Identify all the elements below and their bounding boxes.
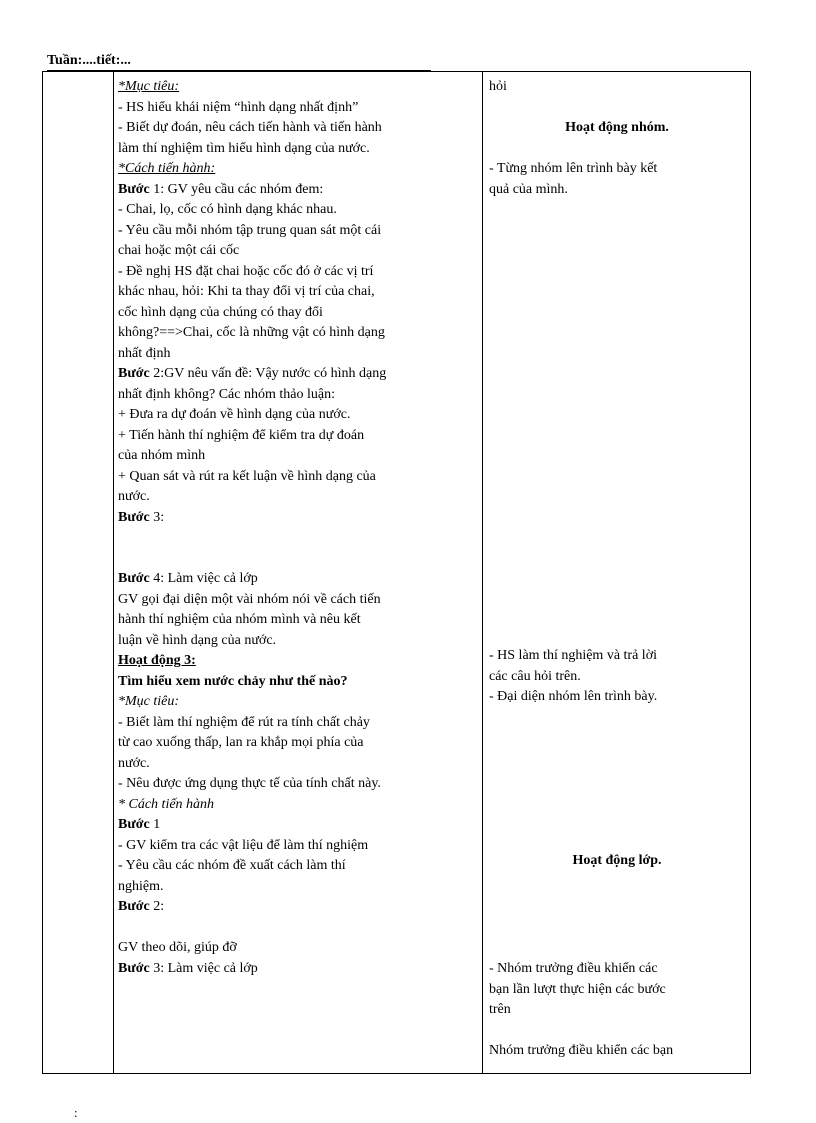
blank-line	[118, 549, 478, 570]
text-line: - Biết dự đoán, nêu cách tiến hành và tiến hành	[118, 120, 382, 135]
step-label: Bước	[118, 899, 150, 914]
column-divider-1	[113, 72, 114, 1073]
student-activities-block-2	[489, 646, 745, 708]
step-line	[118, 364, 478, 385]
step-label: Bước	[118, 960, 150, 976]
teacher-activities-column	[118, 77, 478, 979]
text-line: - Từng nhóm lên trình bày kết	[489, 161, 658, 176]
text-line: từ cao xuống thấp, lan ra khắp mọi phía của	[118, 735, 364, 750]
text-line: các câu hỏi trên.	[489, 668, 581, 684]
text-line: hành thí nghiệm của nhóm mình và nêu kết	[118, 612, 361, 627]
student-activities-block-3	[489, 851, 745, 872]
step-line	[118, 959, 478, 980]
procedure-label: *Cách tiến hành:	[118, 161, 216, 176]
procedure-label: * Cách tiến hành	[118, 796, 215, 812]
blank-line	[489, 1021, 745, 1042]
student-activities-block-1	[489, 77, 745, 200]
text-line: - Đại diện nhóm lên trình bày.	[489, 689, 658, 704]
step-label: Bước	[118, 366, 150, 381]
text-line: - Chai, lọ, cốc có hình dạng khác nhau.	[118, 202, 337, 217]
step-label: Bước	[118, 181, 150, 197]
text-line: quả của mình.	[489, 181, 568, 197]
text-line: của nhóm mình	[118, 448, 206, 463]
text-line: - GV kiểm tra các vật liệu để làm thí nghiệm	[118, 837, 369, 853]
text-line: - HS hiểu khái niệm “hình dạng nhất định”	[118, 99, 359, 115]
step-label: Bước	[118, 509, 150, 525]
text-line: - Yêu cầu mỗi nhóm tập trung quan sát một cái	[118, 222, 382, 238]
step-line	[118, 815, 478, 836]
text-line: luận về hình dạng của nước.	[118, 632, 277, 648]
text-line: nhất định không? Các nhóm thảo luận:	[118, 386, 335, 402]
step-text: 3:	[149, 509, 165, 525]
step-line	[118, 180, 478, 201]
text-line: - HS làm thí nghiệm và trả lời	[489, 648, 657, 663]
text-line: không?==>Chai, cốc là những vật có hình dạng	[118, 325, 385, 340]
text-line: trên	[489, 1002, 511, 1017]
group-activity-heading: Hoạt động nhóm.	[565, 120, 669, 135]
page-header: Tuần:....tiết:...	[47, 52, 431, 71]
text-line: + Đưa ra dự đoán về hình dạng của nước.	[118, 407, 351, 422]
blank-line	[489, 139, 745, 160]
text-line: nước.	[118, 755, 150, 771]
text-line: khác nhau, hỏi: Khi ta thay đổi vị trí của chai,	[118, 284, 375, 299]
objective-label: *Mục tiêu:	[118, 694, 180, 709]
step-text: 1: GV yêu cầu các nhóm đem:	[149, 181, 324, 197]
text-line: nước.	[118, 489, 150, 504]
text-line: - Yêu cầu các nhóm đề xuất cách làm thí	[118, 858, 346, 873]
step-text: 1	[149, 817, 161, 832]
text-line: nhất định	[118, 345, 171, 361]
activity-3-title: Tìm hiểu xem nước chảy như thế nào?	[118, 673, 348, 689]
text-line: - Nêu được ứng dụng thực tế của tính chất này.	[118, 776, 381, 791]
text-line: - Nhóm trưởng điều khiển các	[489, 961, 658, 976]
text-line: cốc hình dạng của chúng có thay đổi	[118, 304, 323, 320]
student-activities-block-4	[489, 959, 745, 1062]
text-line: + Quan sát và rút ra kết luận về hình dạng của	[118, 468, 376, 484]
step-line	[118, 569, 478, 590]
text-line: - Đề nghị HS đặt chai hoặc cốc đó ở các vị trí	[118, 263, 374, 279]
step-line	[118, 508, 478, 529]
column-divider-2	[482, 72, 483, 1073]
blank-line	[489, 98, 745, 119]
footer-mark: :	[74, 1105, 78, 1120]
text-line: GV gọi đại diện một vài nhóm nói về cách tiến	[118, 591, 381, 607]
step-label: Bước	[118, 817, 150, 832]
lesson-table	[42, 71, 751, 1074]
text-line: nghiệm.	[118, 878, 164, 894]
text-line: làm thí nghiệm tìm hiểu hình dạng của nước.	[118, 140, 370, 156]
text-line: + Tiến hành thí nghiệm để kiểm tra dự đoán	[118, 427, 365, 443]
step-label: Bước	[118, 571, 150, 586]
blank-line	[118, 528, 478, 549]
objective-label: *Mục tiêu:	[118, 79, 180, 94]
blank-line	[118, 918, 478, 939]
text-line: - Biết làm thí nghiệm để rút ra tính chất chảy	[118, 714, 370, 730]
step-text: 4: Làm việc cả lớp	[149, 571, 258, 586]
step-line	[118, 897, 478, 918]
text-line: Nhóm trưởng điều khiển các bạn	[489, 1043, 674, 1058]
text-line: GV theo dõi, giúp đỡ	[118, 940, 237, 955]
text-line: chai hoặc một cái cốc	[118, 243, 240, 258]
text-line: hỏi	[489, 79, 507, 94]
step-text: 3: Làm việc cả lớp	[149, 960, 258, 976]
step-text: 2:GV nêu vấn đề: Vậy nước có hình dạng	[149, 366, 387, 381]
class-activity-heading: Hoạt động lớp.	[572, 853, 662, 868]
step-text: 2:	[149, 899, 165, 914]
text-line: bạn lần lượt thực hiện các bước	[489, 981, 666, 997]
activity-3-heading: Hoạt động 3:	[118, 653, 196, 668]
